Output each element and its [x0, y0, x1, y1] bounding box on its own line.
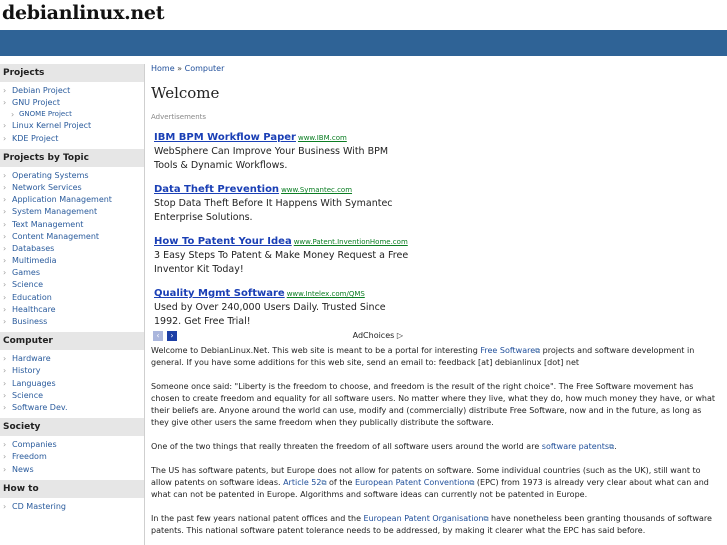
- external-link-icon: ⧉: [483, 515, 489, 523]
- ad-description: 3 Easy Steps To Patent & Make Money Request a Free Inventor Kit Today!: [154, 250, 409, 275]
- sidebar-item-label[interactable]: Freedom: [12, 452, 47, 462]
- ad-description: Used by Over 240,000 Users Daily. Trusted Since 1992. Get Free Trial!: [154, 302, 386, 327]
- sidebar-item-label[interactable]: Education: [12, 292, 52, 302]
- sidebar-item-label[interactable]: Languages: [12, 378, 56, 388]
- external-link-icon: ⧉: [535, 347, 541, 355]
- site-title[interactable]: debianlinux.net: [2, 2, 165, 24]
- sidebar-item-label[interactable]: Hardware: [12, 354, 51, 364]
- threat-text: One of the two things that really threaten the freedom of all software users around the world are: [151, 442, 542, 451]
- free-software-link[interactable]: Free Software: [480, 346, 536, 355]
- sidebar-item[interactable]: [0, 353, 144, 365]
- sidebar-section-heading: How to: [0, 480, 144, 498]
- sidebar-item-label[interactable]: KDE Project: [12, 133, 59, 143]
- ad-description: Stop Data Theft Before It Happens With Symantec Enterprise Solutions.: [154, 198, 393, 223]
- ad-navigation: [151, 331, 403, 345]
- header-banner: [0, 30, 727, 56]
- liberty-paragraph: Someone once said: "Liberty is the freedom to choose, and freedom is the result of the right choice". The Free Software movement has chosen to create freedom and equality for all software users. No matter where they live, what they do, how much money they have, or what their beliefs are. Anyone around the world can use, modify and (commercially) distribute Free Software, now and in the future, as long as they give other users the same freedom when they publically distribute the software.: [151, 382, 716, 427]
- ad-item: [154, 125, 414, 173]
- sidebar-item-label[interactable]: GNU Project: [12, 98, 60, 108]
- sidebar: [0, 64, 145, 545]
- sidebar-item[interactable]: [0, 464, 144, 476]
- ad-description: WebSphere Can Improve Your Business With BPM Tools & Dynamic Workflows.: [154, 146, 389, 171]
- sidebar-item[interactable]: [0, 402, 144, 414]
- sidebar-item[interactable]: [0, 390, 144, 402]
- sidebar-item-label[interactable]: Science: [12, 280, 44, 290]
- sidebar-item[interactable]: [0, 304, 144, 316]
- sidebar-item-label[interactable]: Network Services: [12, 182, 82, 192]
- threat-text-end: .: [614, 442, 617, 451]
- software-patents-link[interactable]: software patents: [541, 442, 610, 451]
- sidebar-item[interactable]: [0, 206, 144, 218]
- article-52-link[interactable]: Article 52: [283, 478, 322, 487]
- external-link-icon: ⧉: [609, 443, 615, 451]
- ad-url-link[interactable]: www.Patent.InventionHome.com: [293, 238, 408, 246]
- ad-title-link[interactable]: IBM BPM Workflow Paper: [154, 132, 296, 143]
- sidebar-item[interactable]: [0, 378, 144, 390]
- sidebar-item[interactable]: [0, 219, 144, 231]
- sidebar-item[interactable]: [0, 194, 144, 206]
- sidebar-section-heading: Society: [0, 418, 144, 436]
- sidebar-item-label[interactable]: Business: [12, 317, 48, 326]
- sidebar-item-label[interactable]: News: [12, 464, 34, 474]
- sidebar-item[interactable]: [0, 133, 144, 145]
- sidebar-section-heading: Projects by Topic: [0, 149, 144, 167]
- sidebar-item-label[interactable]: Multimedia: [12, 256, 57, 266]
- sidebar-item-label[interactable]: CD Mastering: [12, 501, 66, 511]
- ad-block: [151, 125, 721, 329]
- sidebar-item-label[interactable]: Science: [12, 390, 44, 400]
- main-content: [151, 64, 721, 537]
- intro-text-end: projects and software development in general. If you have some additions for this web site, send an email to: feedback [at] debianlinux [dot] net: [151, 346, 695, 367]
- epo-link[interactable]: European Patent Organisation: [363, 514, 484, 523]
- ad-url-link[interactable]: www.IBM.com: [297, 134, 347, 142]
- sidebar-section-heading: Computer: [0, 332, 144, 350]
- us-text-end: (EPC) from 1973 is already very clear about what can and what can not be patented in Europe. Algorithms and software ideas can currently not be patented in Europe.: [151, 478, 709, 499]
- sidebar-item[interactable]: [0, 231, 144, 243]
- sidebar-item[interactable]: [0, 182, 144, 194]
- sidebar-item[interactable]: [0, 451, 144, 463]
- sidebar-item[interactable]: [0, 267, 144, 279]
- sidebar-item-label[interactable]: System Management: [12, 207, 98, 217]
- ad-next-button[interactable]: ›: [167, 331, 177, 341]
- sidebar-item-label[interactable]: GNOME Project: [19, 110, 72, 119]
- patents-threat-paragraph: [151, 441, 721, 453]
- breadcrumb-home-link[interactable]: Home: [151, 64, 175, 73]
- external-link-icon: ⧉: [469, 479, 475, 487]
- sidebar-item-label[interactable]: Software Dev.: [12, 402, 68, 412]
- sidebar-list: [0, 436, 144, 480]
- ad-url-link[interactable]: www.Intelex.com/QMS: [286, 290, 365, 298]
- sidebar-item-label[interactable]: Debian Project: [12, 86, 71, 95]
- ad-prev-button[interactable]: ‹: [153, 331, 163, 341]
- adchoices-link[interactable]: AdChoices ▷: [352, 331, 403, 340]
- epc-link[interactable]: European Patent Convention: [354, 478, 470, 487]
- intro-paragraph: [151, 345, 721, 369]
- sidebar-item-label[interactable]: Operating Systems: [12, 170, 89, 180]
- sidebar-item[interactable]: [0, 292, 144, 304]
- sidebar-item[interactable]: [0, 501, 144, 513]
- sidebar-item[interactable]: [0, 170, 144, 182]
- us-europe-paragraph: [151, 465, 721, 501]
- ad-item: [154, 177, 414, 225]
- sidebar-item-label[interactable]: History: [12, 366, 41, 376]
- sidebar-item-label[interactable]: Text Management: [12, 219, 84, 229]
- sidebar-item-label[interactable]: Content Management: [12, 231, 100, 241]
- intro-text: Welcome to DebianLinux.Net. This web site is meant to be a portal for interesting: [151, 346, 481, 355]
- offices-text-end: have nonetheless been granting thousands of software patents. This national software patent tolerance needs to be addressed, by making it clearer what the EPC has said before.: [151, 514, 712, 535]
- sidebar-item-label[interactable]: Databases: [12, 243, 55, 253]
- breadcrumb-separator: »: [177, 64, 183, 73]
- page-title: Welcome: [151, 84, 220, 102]
- us-text-mid: of the: [326, 478, 355, 487]
- sidebar-item-label[interactable]: Healthcare: [12, 304, 56, 314]
- ad-url-link[interactable]: www.Symantec.com: [281, 186, 353, 194]
- us-text: The US has software patents, but Europe does not allow for patents on software. Some individual countries (such as the UK), still want to allow patents on software ideas.: [151, 466, 701, 487]
- ad-title-link[interactable]: Data Theft Prevention: [154, 184, 280, 195]
- sidebar-item[interactable]: [0, 243, 144, 255]
- ad-title-link[interactable]: Quality Mgmt Software: [154, 288, 285, 299]
- sidebar-item-label[interactable]: Application Management: [12, 195, 112, 205]
- sidebar-list: [0, 350, 144, 418]
- sidebar-list: [0, 498, 144, 517]
- sidebar-item[interactable]: [0, 316, 144, 328]
- sidebar-list: [0, 167, 144, 332]
- sidebar-item-label[interactable]: Companies: [12, 440, 57, 450]
- sidebar-item[interactable]: [0, 109, 144, 120]
- external-link-icon: ⧉: [321, 479, 327, 487]
- patent-offices-paragraph: [151, 513, 721, 537]
- sidebar-item[interactable]: [0, 97, 144, 109]
- sidebar-item[interactable]: [0, 365, 144, 377]
- sidebar-item[interactable]: [0, 255, 144, 267]
- ad-item: [154, 229, 414, 277]
- sidebar-item-label[interactable]: Games: [12, 268, 40, 278]
- breadcrumb-current-link[interactable]: Computer: [184, 64, 225, 73]
- sidebar-list: [0, 82, 144, 149]
- sidebar-section-heading: Projects: [0, 64, 144, 82]
- sidebar-item[interactable]: [0, 85, 144, 97]
- sidebar-item[interactable]: [0, 279, 144, 291]
- sidebar-item[interactable]: [0, 439, 144, 451]
- sidebar-item[interactable]: [0, 120, 144, 132]
- sidebar-item-label[interactable]: Linux Kernel Project: [12, 121, 92, 131]
- ads-label: Advertisements: [151, 113, 207, 121]
- ad-title-link[interactable]: How To Patent Your Idea: [154, 236, 292, 247]
- breadcrumb: [151, 64, 721, 73]
- offices-text: In the past few years national patent offices and the: [151, 514, 364, 523]
- ad-item: [154, 281, 414, 329]
